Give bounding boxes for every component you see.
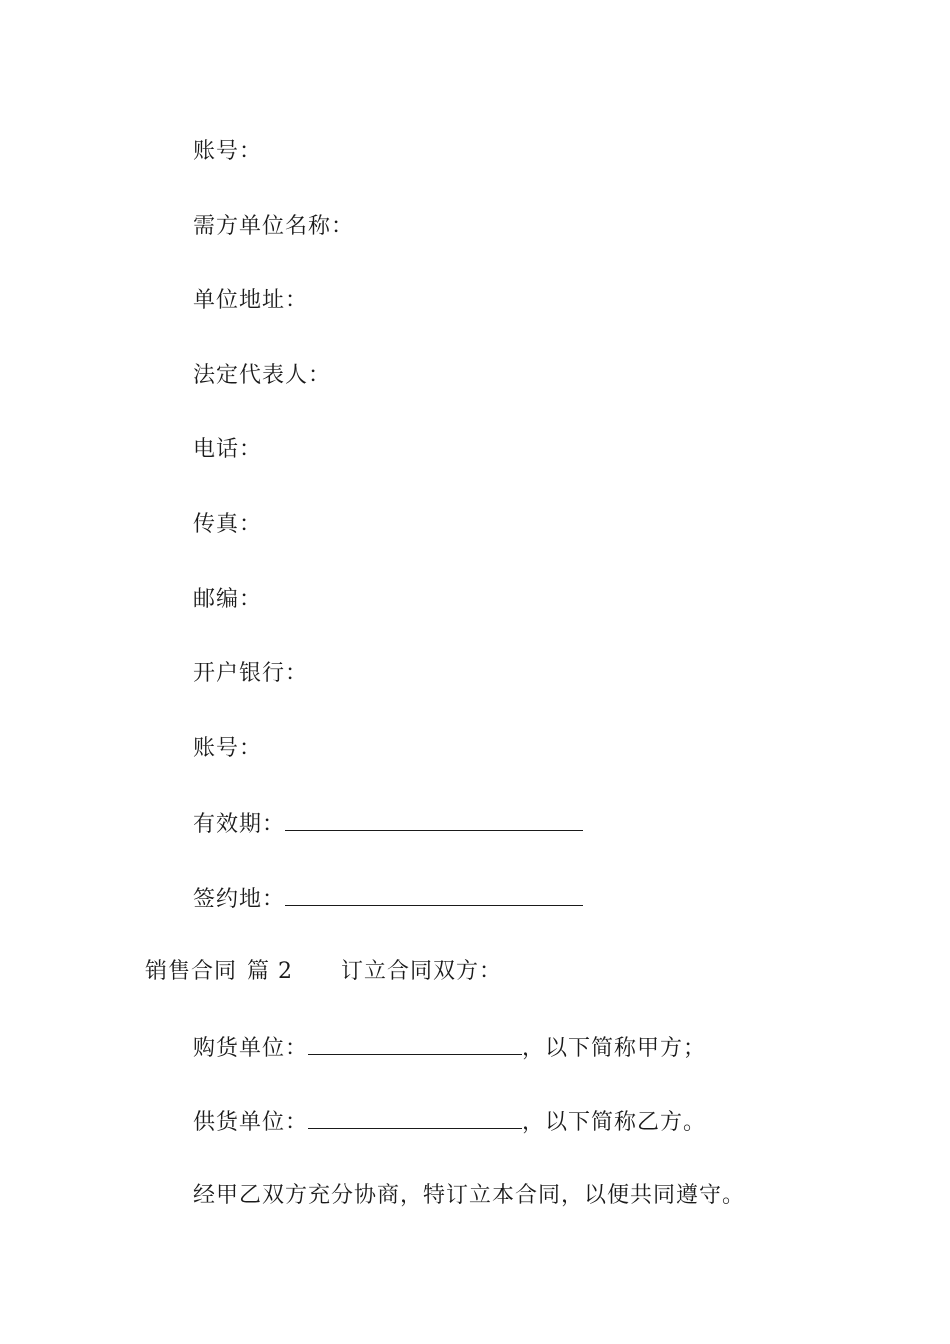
sign-place-row bbox=[193, 883, 583, 915]
section-part: 篇 2 bbox=[247, 959, 294, 984]
fax-label: 传真： bbox=[193, 512, 263, 537]
validity-row bbox=[193, 808, 583, 840]
validity-label: 有效期： bbox=[193, 812, 286, 837]
buyer-address-label: 单位地址： bbox=[193, 288, 309, 313]
section-title: 销售合同 bbox=[145, 959, 238, 984]
seller-unit-row bbox=[193, 1106, 706, 1138]
bank-label: 开户银行： bbox=[193, 661, 309, 686]
buyer-unit-row bbox=[193, 1032, 706, 1064]
account-label-1: 账号： bbox=[193, 139, 263, 164]
buyer-unit-label: 购货单位： bbox=[193, 1036, 309, 1061]
parties-heading: 订立合同双方： bbox=[341, 959, 503, 984]
sign-place-label: 签约地： bbox=[193, 887, 286, 912]
buyer-unit-blank-line bbox=[308, 1032, 522, 1055]
section-heading-row bbox=[145, 957, 502, 987]
buyer-unit-suffix: ，以下简称甲方； bbox=[522, 1036, 707, 1061]
sign-place-blank-line bbox=[285, 883, 583, 906]
phone-label: 电话： bbox=[193, 437, 263, 462]
legal-representative-label: 法定代表人： bbox=[193, 363, 332, 388]
seller-unit-suffix: ，以下简称乙方。 bbox=[522, 1110, 707, 1135]
account-label-2: 账号： bbox=[193, 736, 263, 761]
seller-unit-blank-line bbox=[308, 1106, 522, 1129]
buyer-name-label: 需方单位名称： bbox=[193, 214, 355, 239]
seller-unit-label: 供货单位： bbox=[193, 1110, 309, 1135]
agreement-paragraph: 经甲乙双方充分协商，特订立本合同，以便共同遵守。 bbox=[193, 1183, 746, 1208]
validity-blank-line bbox=[285, 808, 583, 831]
postcode-label: 邮编： bbox=[193, 587, 263, 612]
